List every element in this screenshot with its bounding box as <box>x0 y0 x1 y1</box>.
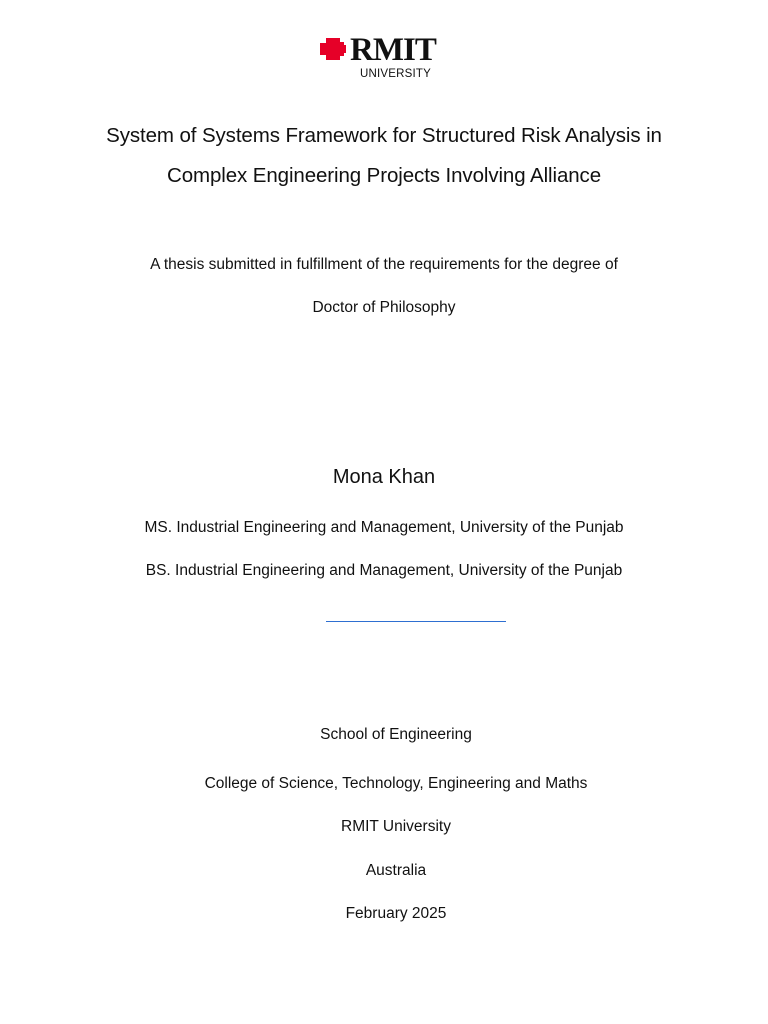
rmit-logo <box>318 34 450 82</box>
college-name: College of Science, Technology, Engineering and Maths <box>204 775 588 792</box>
rmit-logo-mark <box>320 38 346 60</box>
separator-rule <box>326 621 506 622</box>
qualification-ms: MS. Industrial Engineering and Management, University of the Punjab <box>144 519 624 536</box>
qualification-bs: BS. Industrial Engineering and Management, University of the Punjab <box>145 562 623 579</box>
thesis-title-line-1: System of Systems Framework for Structured Risk Analysis in <box>106 124 662 147</box>
degree-name: Doctor of Philosophy <box>312 299 456 316</box>
rmit-logo-wordmark: RMIT <box>350 34 436 68</box>
submission-date: February 2025 <box>345 905 447 922</box>
submission-statement: A thesis submitted in fulfillment of the requirements for the degree of <box>150 256 618 273</box>
rmit-logo-subline: UNIVERSITY <box>360 68 432 80</box>
country: Australia <box>365 862 427 879</box>
thesis-title-line-2: Complex Engineering Projects Involving Alliance <box>166 164 601 187</box>
school-name: School of Engineering <box>320 726 472 743</box>
university-name: RMIT University <box>341 818 451 835</box>
author-name: Mona Khan <box>332 466 436 488</box>
